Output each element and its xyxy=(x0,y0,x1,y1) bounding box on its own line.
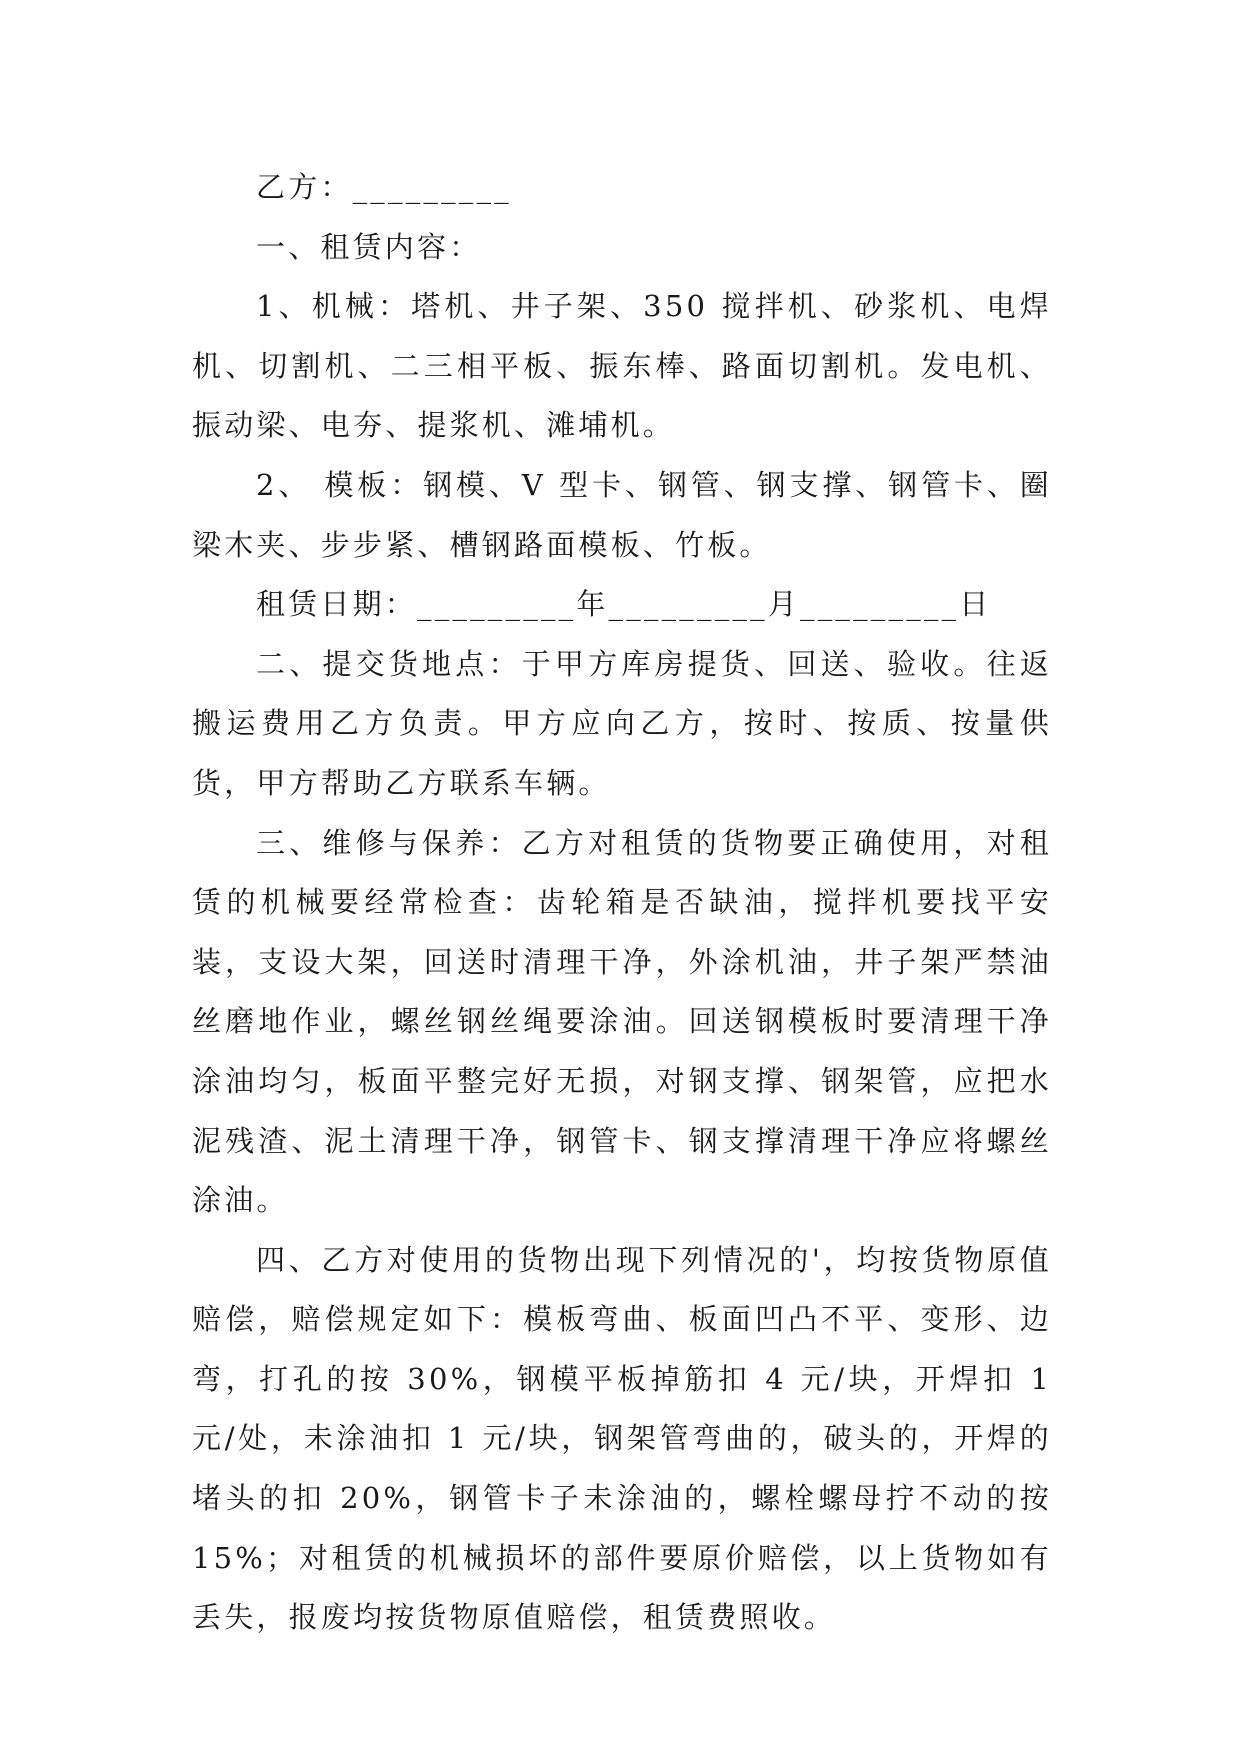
section-3-maintenance: 三、维修与保养：乙方对租赁的货物要正确使用，对租赁的机械要经常检查：齿轮箱是否缺油，搅拌机要找平安装，支设大架，回送时清理干净，外涂机油，井子架严禁油丝磨地作业，螺丝钢丝绳要涂油。回送钢模板时要清理干净涂油均匀，板面平整完好无损，对钢支撑、钢架管，应把水泥残渣、泥土清理干净，钢管卡、钢支撑清理干净应将螺丝涂油。 xyxy=(192,825,1052,1218)
formwork-list: 2、 模板：钢模、V 型卡、钢管、钢支撑、钢管卡、圈梁木夹、步步紧、槽钢路面模板、竹板。 xyxy=(192,467,1052,562)
section-2-delivery: 二、提交货地点：于甲方库房提货、回送、验收。往返搬运费用乙方负责。甲方应向乙方，按时、按质、按量供货，甲方帮助乙方联系车辆。 xyxy=(192,646,1052,800)
party-b-line: 乙方：_________ xyxy=(256,170,512,204)
lease-date-line: 租赁日期：_________年_________月_________日 xyxy=(256,587,992,622)
document-page xyxy=(192,158,1052,1648)
section-4-compensation: 四、乙方对使用的货物出现下列情况的'，均按货物原值赔偿，赔偿规定如下：模板弯曲、板面凹凸不平、变形、边弯，打孔的按 30%，钢模平板掉筋扣 4 元/块，开焊扣 1 元/处，未涂油扣 1 元/块，钢架管弯曲的，破头的，开焊的堵头的扣 20%，钢管卡子未涂油的，螺栓螺母拧不动的按 15%；对租赁的机械损坏的部件要原价赔偿，以上货物如有丢失，报废均按货物原值赔偿，租赁费照收。 xyxy=(192,1242,1052,1635)
machinery-list: 1、机械：塔机、井子架、350 搅拌机、砂浆机、电焊机、切割机、二三相平板、振东棒、路面切割机。发电机、振动梁、电夯、提浆机、滩埔机。 xyxy=(192,289,1052,443)
section-1-heading: 一、租赁内容： xyxy=(256,229,482,264)
